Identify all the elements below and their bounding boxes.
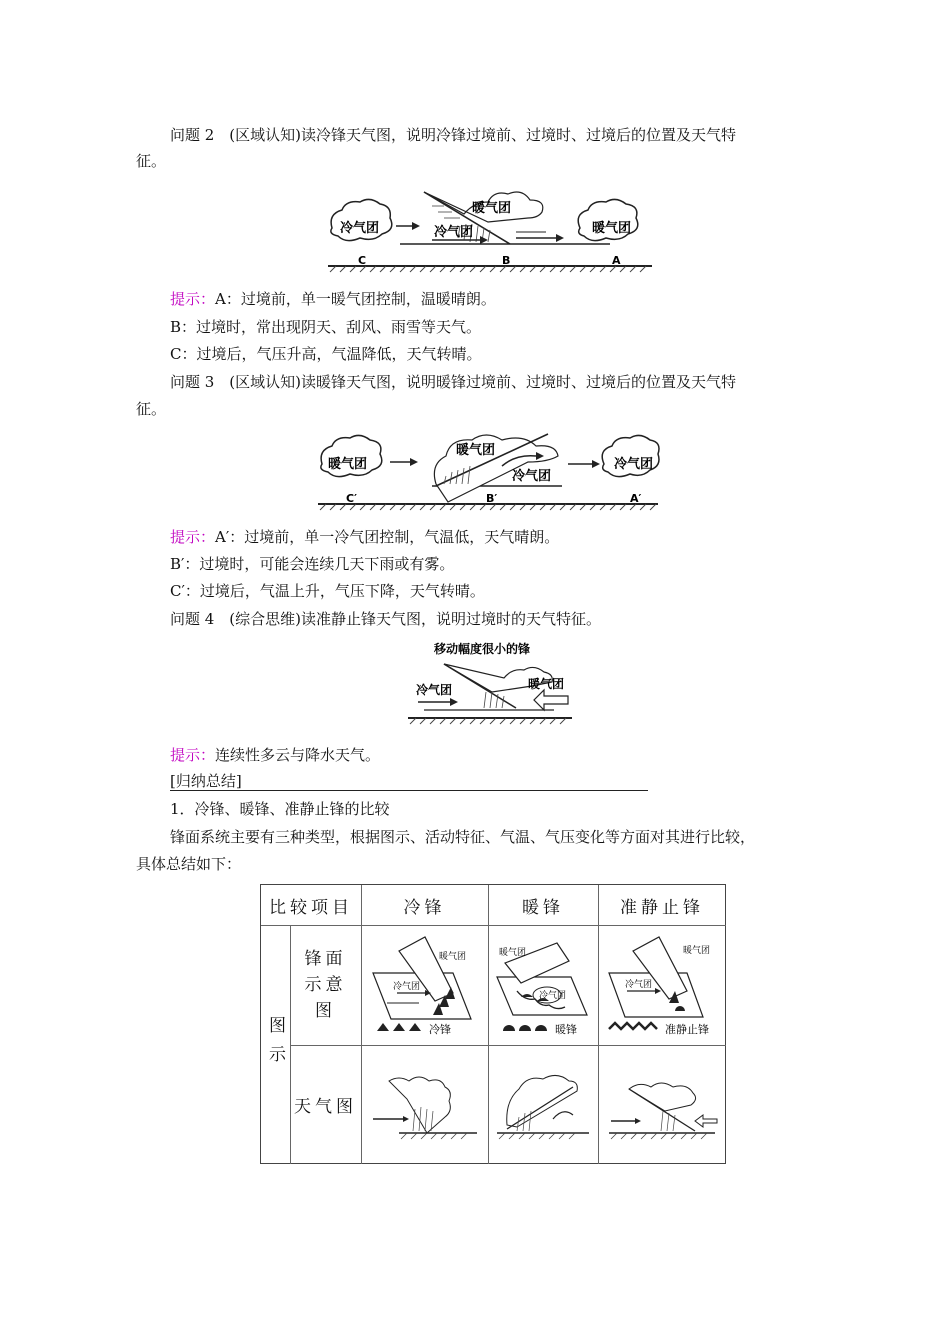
warm-mass-label: 暖气团 [328,457,368,472]
cold-mass-label: 冷气团 [625,980,653,990]
warm-mass-label: 暖气团 [528,677,565,691]
header-warm-front: 暖锋 [522,897,564,918]
q3-hint-label: 提示： [170,528,216,546]
cold-front-symbol-label: 冷锋 [429,1023,451,1036]
summary-para2: 具体总结如下： [136,855,242,873]
cold-mass-label: 冷气团 [539,991,567,1001]
warm-mass-label: 暖气团 [592,221,632,236]
q2-line2: 征。 [136,152,167,170]
cold-mass-label: 冷气团 [340,221,380,236]
q4-hint-label: 提示： [170,746,216,764]
group-label-diagram: 图示 [265,1015,285,1074]
point-c-label: C [358,254,367,267]
q3-line2: 征。 [136,400,167,418]
point-a-prime-label: A′ [630,492,642,505]
summary-item1: 1．冷锋、暖锋、准静止锋的比较 [170,800,390,818]
header-stationary-front: 准静止锋 [620,897,704,918]
cold-mass-label: 冷气团 [614,457,654,472]
row-label-weather-map: 天气图 [294,1097,357,1117]
point-b-prime-label: B′ [486,492,498,505]
q3-hint-c: C′：过境后，气温上升，气压下降，天气转晴。 [170,582,485,600]
stationary-front-weather-map [605,1061,721,1151]
stationary-front-schematic [603,933,721,1039]
point-b-label: B [502,254,511,267]
cold-front-figure [320,182,660,280]
q3-line1: 问题 3 (区域认知)读暖锋天气图，说明暖锋过境前、过境时、过境后的位置及天气特 [170,373,737,391]
cold-front-schematic [367,933,485,1039]
q2-hint-label: 提示： [170,290,216,308]
q4-hint-line [170,744,380,766]
q2-hint-a-line [170,288,496,310]
warm-front-schematic [493,933,593,1039]
q2-hint-a: A：过境前，单一暖气团控制，温暖晴朗。 [215,290,496,308]
q2-hint-c: C：过境后，气压升高，气温降低，天气转晴。 [170,345,482,363]
warm-mass-label: 暖气团 [683,946,711,956]
q4-line1: 问题 4 (综合思维)读准静止锋天气图，说明过境时的天气特征。 [170,610,602,628]
warm-mass-label-front: 暖气团 [456,443,496,458]
stationary-fig-title: 移动幅度很小的锋 [434,642,531,656]
q3-hint-a-line [170,526,559,548]
summary-para1: 锋面系统主要有三种类型，根据图示、活动特征、气温、气压变化等方面对其进行比较， [170,828,756,846]
cold-mass-label: 冷气团 [393,982,421,992]
q4-hint-text: 连续性多云与降水天气。 [215,746,381,764]
q3-hint-a: A′：过境前，单一冷气团控制，气温低，天气晴朗。 [215,528,560,546]
header-item: 比较项目 [269,897,353,918]
q2-hint-b: B：过境时，常出现阴天、刮风、雨雪等天气。 [170,318,482,336]
summary-heading: [归纳总结] [170,772,242,790]
cold-mass-label: 冷气团 [416,683,453,697]
warm-front-symbol-label: 暖锋 [555,1023,577,1036]
warm-front-weather-map [493,1061,593,1151]
point-c-prime-label: C′ [346,492,357,505]
header-cold-front: 冷锋 [403,897,446,918]
cold-front-weather-map [369,1061,483,1151]
q2-line1: 问题 2 (区域认知)读冷锋天气图，说明冷锋过境前、过境时、过境后的位置及天气特 [170,126,737,144]
summary-rule [170,790,648,791]
warm-mass-label: 暖气团 [439,952,467,962]
point-a-label: A [612,254,621,267]
warm-front-figure [312,426,664,518]
row-label-front-diagram: 锋面示意图 [304,949,347,1021]
front-comparison-table [260,884,726,1164]
warm-mass-label: 暖气团 [499,948,527,958]
cold-mass-label-front: 冷气团 [434,225,474,240]
stationary-front-figure [404,638,576,732]
q3-hint-b: B′：过境时，可能会连续几天下雨或有雾。 [170,555,455,573]
warm-mass-label-front: 暖气团 [472,201,512,216]
cold-mass-label-front: 冷气团 [512,469,552,484]
stationary-front-symbol-label: 准静止锋 [665,1023,709,1036]
